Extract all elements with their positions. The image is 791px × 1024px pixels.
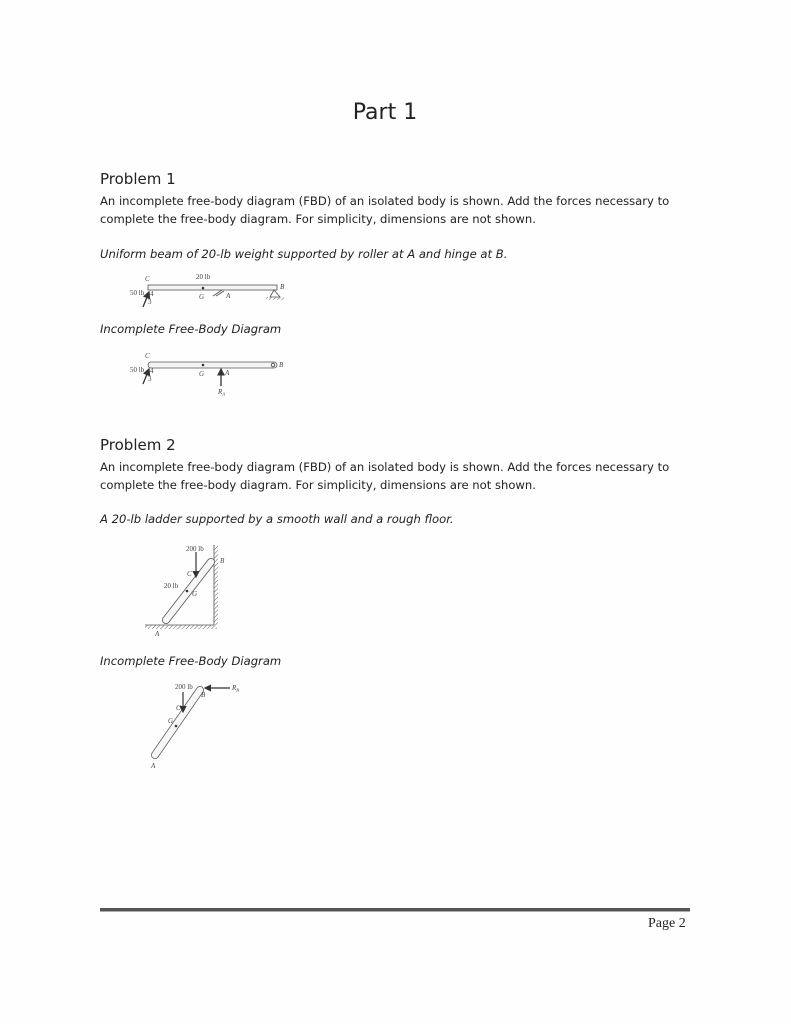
label-ra-main: R (218, 388, 223, 396)
problem1-text-line1: An incomplete free-body diagram (FBD) of an isolated body is shown. Add the forces necessary to (100, 194, 670, 208)
label-weight: 20 lb (196, 273, 211, 281)
problem1-fbd-caption: Incomplete Free-Body Diagram (100, 322, 282, 336)
label-ra-sub: A (222, 391, 226, 397)
footer-rule (100, 908, 690, 912)
problem2-text-line2: complete the free-body diagram. For simplicity, dimensions are not shown. (100, 478, 536, 492)
label-force: 50 lb (130, 289, 145, 297)
problem2-caption: A 20-lb ladder supported by a smooth wall and a rough floor. (100, 512, 454, 526)
wall-hatch (214, 545, 218, 625)
beam-fbd (130, 352, 284, 397)
label-weight: 20 lb (164, 582, 179, 590)
beam-diagram (130, 273, 285, 307)
page-title: Part 1 (352, 100, 418, 125)
label-a: A (225, 369, 230, 377)
problem2-text-line1: An incomplete free-body diagram (FBD) of an isolated body is shown. Add the forces necessary to (100, 460, 670, 474)
label-g: G (199, 293, 205, 301)
ladder-fill (155, 690, 200, 755)
label-force: 50 lb (130, 366, 145, 374)
beam (148, 362, 277, 368)
label-load: 200 lb (175, 683, 193, 691)
label-c: C (145, 352, 150, 360)
problem1-text-line2: complete the free-body diagram. For simplicity, dimensions are not shown. (100, 212, 536, 226)
label-b: B (279, 361, 284, 369)
label-g: G (199, 370, 205, 378)
label-rb-main: R (232, 684, 237, 692)
label-slope-3: 3 (148, 375, 152, 383)
label-c: C (176, 704, 181, 712)
ladder-diagram (145, 545, 225, 638)
center-of-gravity-dot (202, 364, 205, 367)
ground-hatch (266, 297, 284, 300)
problem1-caption: Uniform beam of 20-lb weight supported by roller at A and hinge at B. (100, 247, 508, 261)
floor-hatch (145, 625, 217, 629)
problem2-heading: Problem 2 (100, 436, 176, 454)
label-a: A (151, 762, 156, 770)
label-slope-3: 3 (148, 298, 152, 306)
label-ra (217, 388, 225, 397)
label-g: G (168, 717, 174, 725)
label-rb-sub: B (236, 687, 240, 693)
problem1-heading: Problem 1 (100, 170, 176, 188)
beam (148, 285, 277, 290)
center-of-gravity-dot (202, 287, 205, 290)
label-slope-4: 4 (150, 367, 154, 375)
page-number: Page 2 (648, 916, 686, 931)
ladder-fbd (150, 683, 239, 770)
center-of-gravity-dot (175, 725, 178, 728)
label-slope-4: 4 (150, 290, 154, 298)
label-a: A (155, 630, 160, 638)
label-load: 200 lb (186, 545, 204, 553)
label-rb (231, 684, 239, 693)
hinge-support-icon (270, 290, 280, 297)
problem2-fbd-caption: Incomplete Free-Body Diagram (100, 654, 282, 668)
label-c: C (187, 570, 192, 578)
label-c: C (145, 275, 150, 283)
label-a: A (226, 292, 231, 300)
label-b: B (220, 557, 225, 565)
center-of-gravity-dot (186, 590, 189, 593)
roller-support-icon (213, 290, 224, 296)
label-g: G (192, 590, 198, 598)
label-b: B (201, 691, 206, 699)
label-b: B (280, 283, 285, 291)
